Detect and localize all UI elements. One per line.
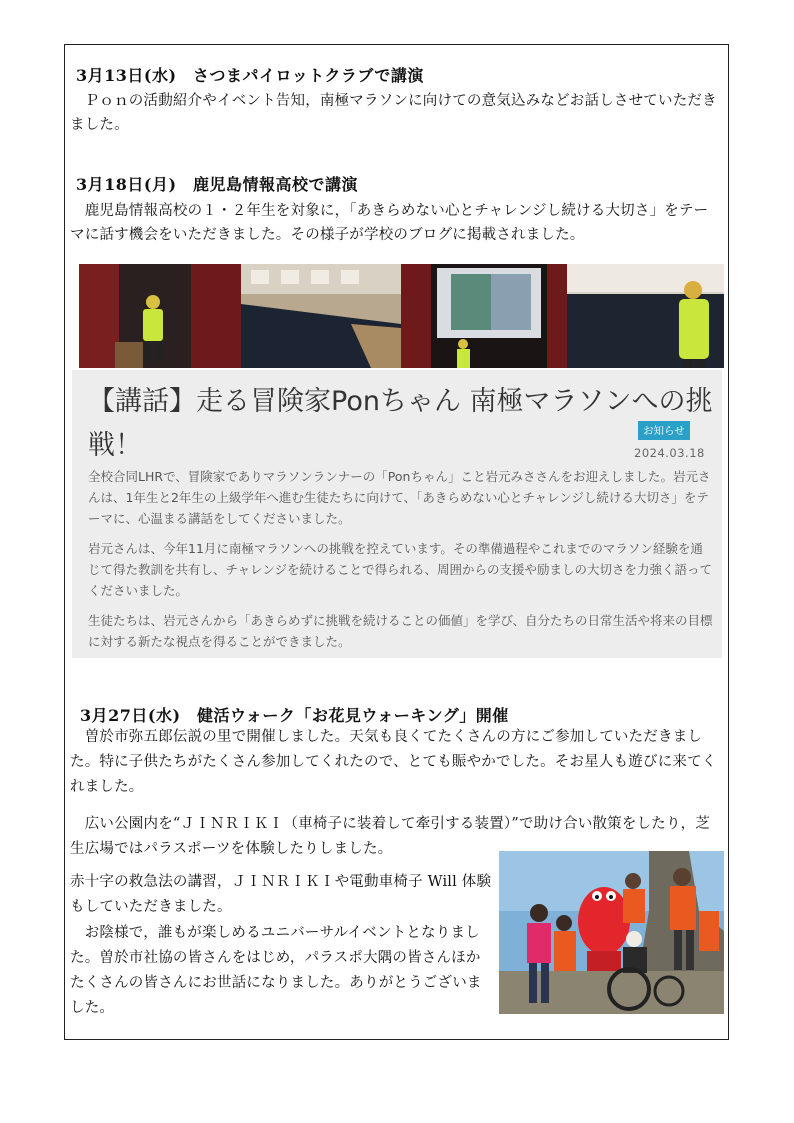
speaker-audience-photo [567, 264, 724, 368]
section-1-title: 3月13日(水) さつまパイロットクラブで講演 [76, 66, 424, 85]
section-3-body-2: 広い公園内を“ＪＩＮＲＩＫＩ（車椅子に装着して牽引する装置）”で助け合い散策をしたり，芝生広場ではパラスポーツを体験したりしました。 [70, 816, 711, 857]
news-badge: お知らせ [638, 421, 690, 440]
walking-event-photo [499, 851, 724, 1014]
section-3-body-3: 赤十字の救急法の講習，ＪＩＮＲＩＫＩや電動車椅子 Will 体験もしていただきました。 [70, 874, 492, 915]
projector-screen-photo [401, 264, 567, 368]
section-2-title: 3月18日(月) 鹿児島情報高校で講演 [76, 175, 359, 194]
blog-paragraph-1: 全校合同LHRで、冒険家でありマラソンランナーの「Ponちゃん」こと岩元みささんをお迎えしました。岩元さんは、1年生と2年生の上級学年へ進む生徒たちに向けて、「あきらめない心とチャレンジし続ける大切さ」をテーマに、心温まる講話をしてくださいました。 [88, 469, 711, 526]
school-blog-post [72, 370, 722, 658]
section-3-body-4: お陰様で，誰もが楽しめるユニバーサルイベントとなりました。曽於市社協の皆さんをはじめ，パラスポ大隅の皆さんほかたくさんの皆さんにお世話になりました。ありがとうございました。 [70, 925, 482, 1016]
gym-audience-photo [241, 264, 401, 368]
section-3-title: 3月27日(水) 健活ウォーク「お花見ウォーキング」開催 [80, 706, 509, 725]
section-1-body: Ｐｏｎの活動紹介やイベント告知，南極マラソンに向けての意気込みなどお話しさせていただきました。 [70, 93, 717, 133]
blog-title: 【講話】走る冒険家Ponちゃん 南極マラソンへの挑戦！ [88, 386, 713, 461]
blog-paragraph-2: 岩元さんは、今年11月に南極マラソンへの挑戦を控えています。その準備過程やこれまでのマラソン経験を通じて得た教訓を共有し、チャレンジを続けることで得られる、周囲からの支援や励ましの大切さを力強く語ってくださいました。 [88, 541, 713, 598]
section-2-body: 鹿児島情報高校の１・２年生を対象に，「あきらめない心とチャレンジし続ける大切さ」をテーマに話す機会をいただきました。その様子が学校のブログに掲載されました。 [70, 203, 709, 243]
blog-paragraph-3: 生徒たちは、岩元さんから「あきらめずに挑戦を続けることの価値」を学び、自分たちの日常生活や将来の目標に対する新たな視点を得ることができました。 [88, 613, 713, 649]
section-3-body-1: 曽於市弥五郎伝説の里で開催しました。天気も良くてたくさんの方にご参加していただきました。特に子供たちがたくさん参加してくれたので、とても賑やかでした。そお星人も遊びに来てくれました。 [70, 729, 717, 795]
lecture-photo-strip [79, 264, 724, 368]
speaker-stage-photo [79, 264, 241, 368]
blog-date: 2024.03.18 [634, 446, 705, 460]
